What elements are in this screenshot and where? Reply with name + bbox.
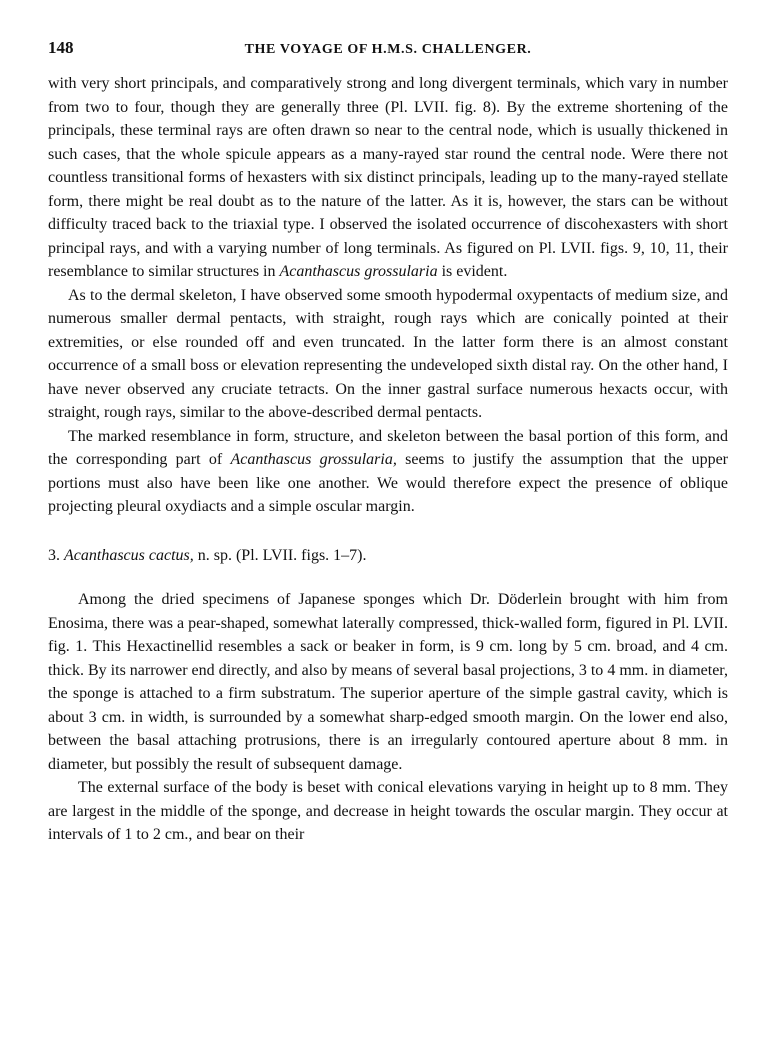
text-run: Among the dried specimens of Japanese sponges which Dr. Döderlein brought with him from Enosima, there was a pear-shaped, somewhat laterally compressed, thick-walled form, figured in Pl. LVII. fig. 1. This Hexactinellid resembles a sack or beaker in form, is 9 cm. long by 5 cm. broad, and 4 cm. thick. By its narrower end directly, and also by means of several basal projections, 3 to 4 mm. in diameter, the sponge is attached to a firm substratum. The superior aperture of the simple gastral cavity, which is about 3 cm. in width, is surrounded by a somewhat sharp-edged smooth margin. On the lower end also, between the basal attaching protrusions, there is an irregularly contoured aperture about 8 mm. in diameter, but possibly the result of subsequent damage. bbox=[48, 591, 728, 773]
paragraph-continuation bbox=[48, 72, 728, 284]
text-run: As to the dermal skeleton, I have observed some smooth hypodermal oxypentacts of medium size, and numerous smaller dermal pentacts, with straight, rough rays which are conically pointed at their extremities, or else rounded off and even truncated. In the latter form there is an almost constant occurrence of a small boss or elevation representing the undeveloped sixth distal ray. On the other hand, I have never observed any cruciate tetracts. On the inner gastral surface numerous hexacts occur, with straight, rough rays, similar to the above-described dermal pentacts. bbox=[48, 286, 728, 421]
document-page bbox=[48, 38, 728, 847]
paragraph-resemblance bbox=[48, 425, 728, 519]
page-header bbox=[48, 38, 728, 64]
section-heading bbox=[48, 544, 728, 568]
page-number: 148 bbox=[48, 38, 74, 57]
section-species: Acanthascus cactus, bbox=[64, 546, 194, 564]
species-name: Acanthascus grossularia, bbox=[230, 451, 397, 468]
text-run: The marked resemblance in form, structure, and skeleton between the basal portion of this form, and the corresponding part of bbox=[48, 427, 728, 468]
text-run: with very short principals, and comparatively strong and long divergent terminals, which vary in number from two to four, though they are generally three (Pl. LVII. fig. 8). By the extreme shortening of the principals, these terminal rays are often drawn so near to the central node, which is usually thickened in such cases, that the whole spicule appears as a many-rayed star round the central node. Were there not countless transitional forms of hexasters with six distinct principals, leading up to the many-rayed stellate form, there might be real doubt as to the nature of the latter. As it is, however, the stars can be without difficulty traced back to the triaxial type. I observed the isolated occurrence of discohexasters with short principal rays, and with a varying number of long terminals. As figured on Pl. LVII. figs. 9, 10, 11, their resemblance to similar structures in bbox=[48, 75, 728, 280]
species-name: Acanthascus grossularia bbox=[279, 263, 438, 280]
text-run: The external surface of the body is beset with conical elevations varying in height up to 8 mm. They are largest in the middle of the sponge, and decrease in height towards the oscular margin. They occur at intervals of 1 to 2 cm., and bear on their bbox=[48, 779, 728, 843]
running-title: THE VOYAGE OF H.M.S. CHALLENGER. bbox=[244, 42, 532, 57]
section-number: 3. bbox=[48, 546, 60, 564]
text-run: is evident. bbox=[437, 263, 508, 280]
paragraph-specimen-description bbox=[48, 588, 728, 776]
text-run: seems to justify the assumption that the upper portions must also have been like one another. We would therefore expect the presence of oblique projecting pleural oxydiacts and a simple oscular margin. bbox=[48, 451, 729, 515]
paragraph-external-surface bbox=[48, 776, 728, 847]
paragraph-dermal-skeleton bbox=[48, 284, 728, 425]
section-heading-rest: n. sp. (Pl. LVII. figs. 1–7). bbox=[197, 546, 367, 564]
